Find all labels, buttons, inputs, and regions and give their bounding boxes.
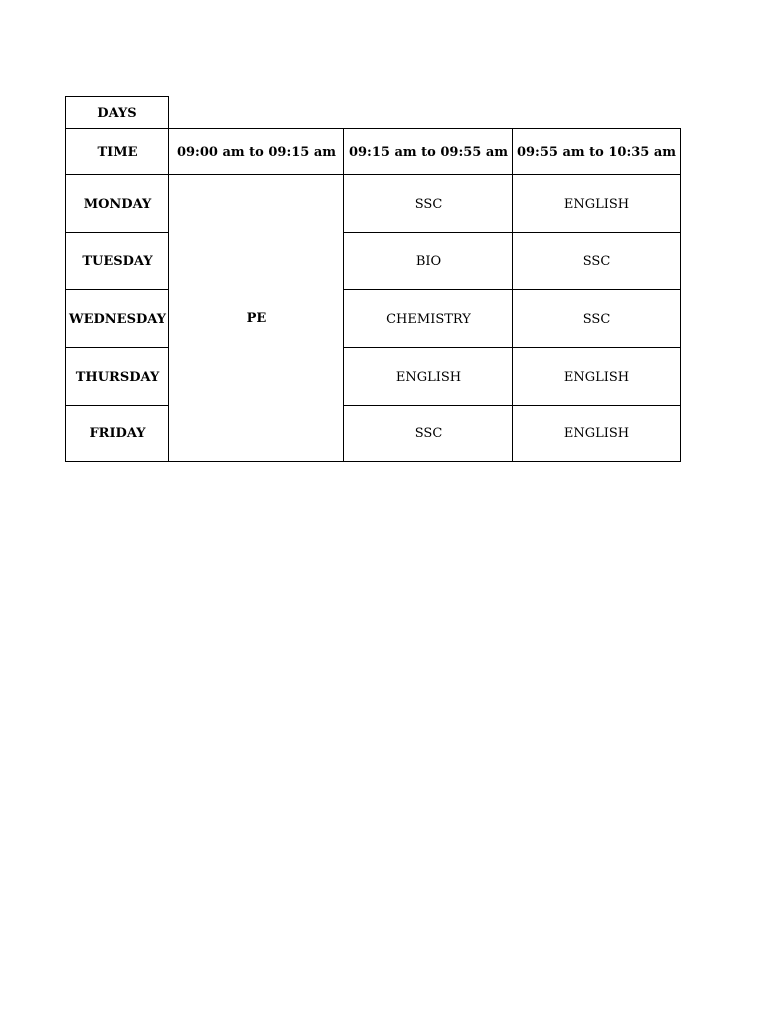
day-cell-thursday: THURSDAY [65, 347, 169, 406]
time-header: TIME [65, 128, 169, 175]
day-cell-wednesday: WEDNESDAY [65, 289, 169, 348]
friday-period-2: SSC [343, 405, 513, 462]
period-header-2: 09:15 am to 09:55 am [343, 128, 513, 175]
period-header-1: 09:00 am to 09:15 am [168, 128, 344, 175]
day-cell-tuesday: TUESDAY [65, 232, 169, 290]
monday-period-2: SSC [343, 174, 513, 233]
days-header: DAYS [65, 96, 169, 129]
monday-period-3: ENGLISH [512, 174, 681, 233]
wednesday-period-3: SSC [512, 289, 681, 348]
thursday-period-3: ENGLISH [512, 347, 681, 406]
tuesday-period-2: BIO [343, 232, 513, 290]
day-cell-friday: FRIDAY [65, 405, 169, 462]
period-header-3: 09:55 am to 10:35 am [512, 128, 681, 175]
thursday-period-2: ENGLISH [343, 347, 513, 406]
tuesday-period-3: SSC [512, 232, 681, 290]
day-cell-monday: MONDAY [65, 174, 169, 233]
friday-period-3: ENGLISH [512, 405, 681, 462]
wednesday-period-2: CHEMISTRY [343, 289, 513, 348]
merged-pe-cell: PE [168, 174, 344, 462]
